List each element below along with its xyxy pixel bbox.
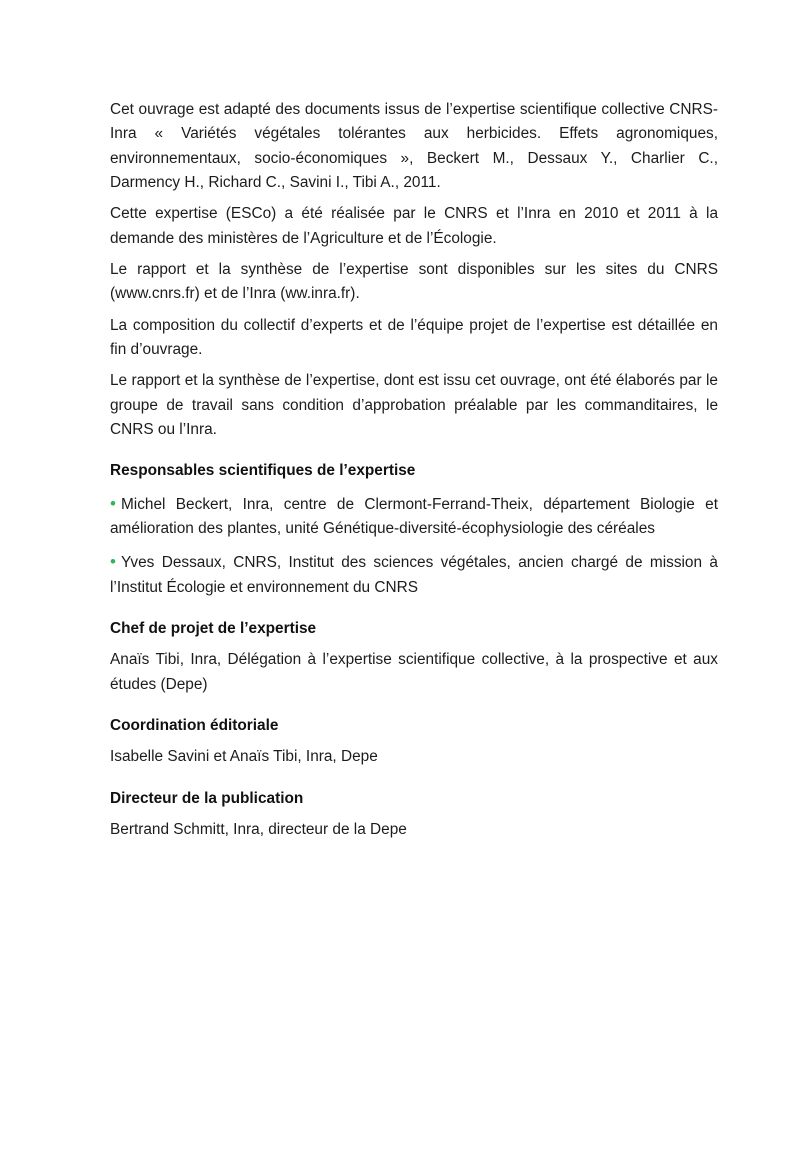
expertise-paragraph: Cette expertise (ESCo) a été réalisée par le CNRS et l’Inra en 2010 et 2011 à la demande des ministères de l’Agriculture et de l’Écologie. <box>110 205 718 247</box>
intro-paragraph: Cet ouvrage est adapté des documents issus de l’expertise scientifique collective CNRS-Inra « Variétés végétales tolérantes aux herbicides. Effets agronomiques, environnementaux, socio-économiques », Beckert M., Dessaux Y., Charlier C., Darmency H., Richard C., Savini I., Tibi A., 2011. <box>110 101 718 191</box>
section-directeur <box>110 787 718 843</box>
section-responsables <box>110 459 718 600</box>
bullet-icon <box>110 552 116 571</box>
section-heading: Responsables scientifiques de l’expertise <box>110 462 416 480</box>
list-item <box>110 491 718 542</box>
section-body: Isabelle Savini et Anaïs Tibi, Inra, Depe <box>110 748 378 766</box>
availability-paragraph: Le rapport et la synthèse de l’expertise sont disponibles sur les sites du CNRS (www.cnrs.fr) et de l’Inra (ww.inra.fr). <box>110 260 718 303</box>
bullet-icon <box>110 494 116 513</box>
independence-paragraph: Le rapport et la synthèse de l’expertise, dont est issu cet ouvrage, ont été élaborés par le groupe de travail sans condition d’approbation préalable par les commanditaires, le CNRS ou l’Inra. <box>110 372 718 438</box>
section-body: Bertrand Schmitt, Inra, directeur de la Depe <box>110 820 407 838</box>
section-coordination <box>110 714 718 770</box>
list-item <box>110 549 718 600</box>
section-chef-de-projet <box>110 617 718 697</box>
list-item-text: Yves Dessaux, CNRS, Institut des sciences végétales, ancien chargé de mission à l’Institut Écologie et environnement du CNRS <box>110 553 718 596</box>
section-heading: Directeur de la publication <box>110 789 304 807</box>
section-body: Anaïs Tibi, Inra, Délégation à l’expertise scientifique collective, à la prospective et aux études (Depe) <box>110 651 718 693</box>
composition-paragraph: La composition du collectif d’experts et de l’équipe projet de l’expertise est détaillée en fin d’ouvrage. <box>110 316 718 358</box>
section-heading: Chef de projet de l’expertise <box>110 619 317 637</box>
list-item-text: Michel Beckert, Inra, centre de Clermont-Ferrand-Theix, département Biologie et amélioration des plantes, unité Génétique-diversité-écophysiologie des céréales <box>110 495 718 538</box>
section-heading: Coordination éditoriale <box>110 716 279 734</box>
